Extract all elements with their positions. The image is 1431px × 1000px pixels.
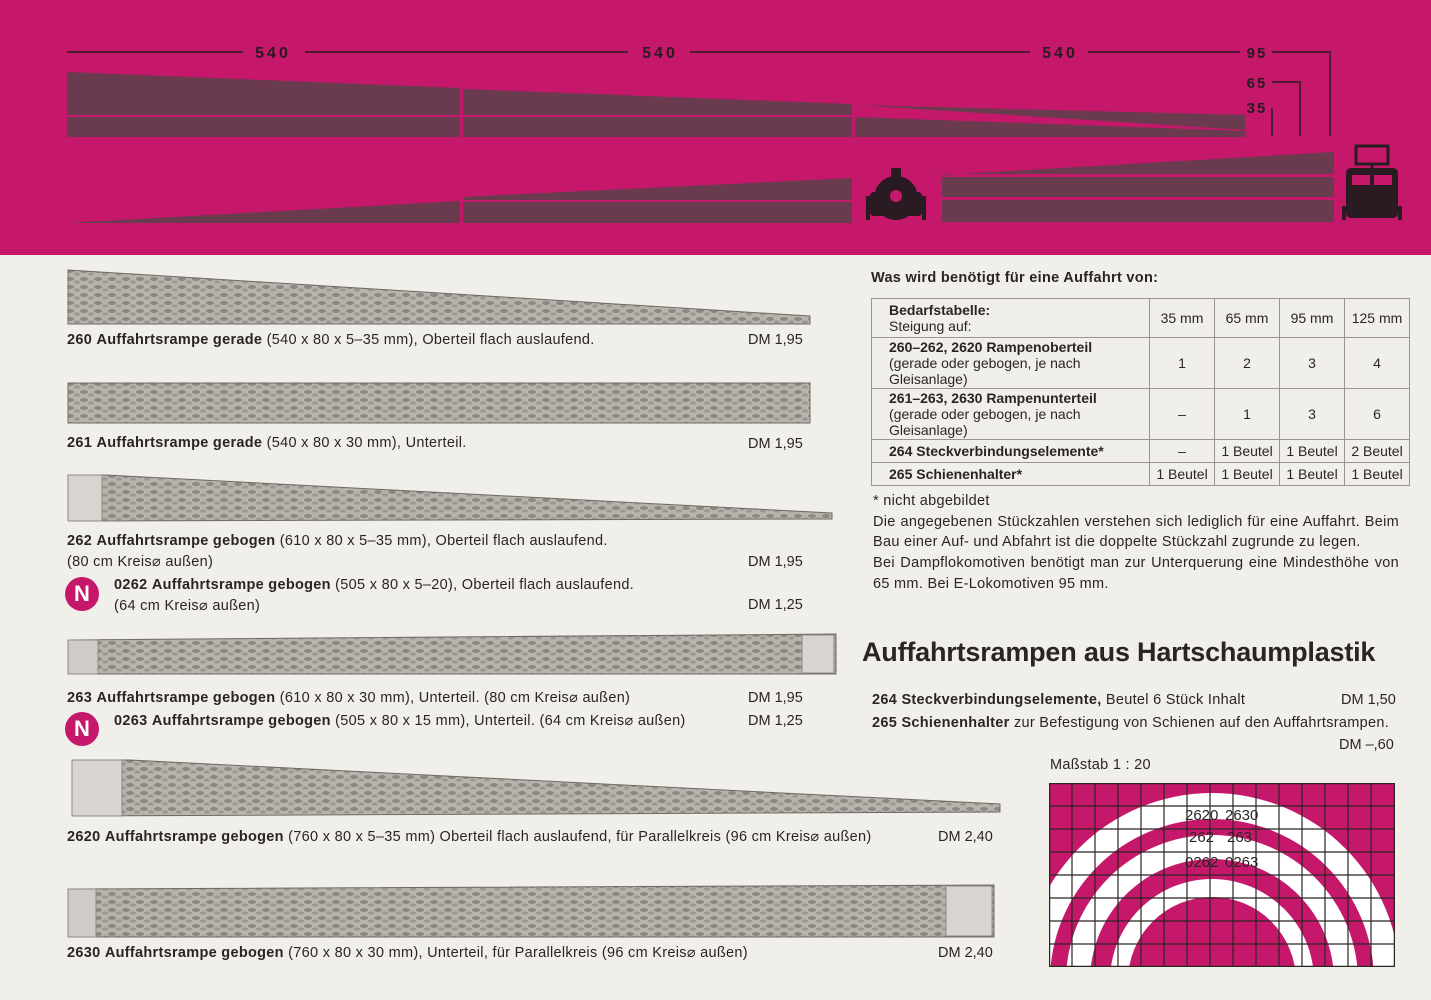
table-cell: 2 Beutel — [1345, 440, 1410, 463]
accessory-264 — [872, 690, 1245, 711]
product-261-caption — [67, 433, 467, 454]
section-heading: Auffahrtsrampen aus Hartschaumplastik — [862, 637, 1376, 667]
scale-diagram — [1049, 783, 1395, 967]
table-header-row — [872, 299, 1410, 338]
table-cell: – — [1150, 440, 1215, 463]
ring-label: 263 — [1227, 829, 1253, 846]
row-label — [872, 440, 1150, 463]
height-label: 35 — [1246, 100, 1268, 117]
height-label: 95 — [1246, 45, 1268, 62]
row-label — [872, 389, 1150, 440]
product-name: Auffahrtsrampe gebogen — [104, 945, 284, 961]
table-cell: 1 Beutel — [1280, 440, 1345, 463]
table-cell: 3 — [1280, 389, 1345, 440]
product-2620-price: DM 2,40 — [938, 829, 993, 845]
footnote: * nicht abgebildet — [873, 493, 990, 509]
product-diameter: (80 cm Kreis⌀ außen) — [67, 554, 214, 570]
row-title: 265 Schienenhalter* — [889, 466, 1023, 482]
product-0262-price: DM 1,25 — [748, 597, 803, 613]
product-260-caption — [67, 330, 595, 351]
table-cell: – — [1150, 389, 1215, 440]
dimension-label: 540 — [642, 45, 678, 62]
product-id: 2630 — [67, 945, 101, 961]
ring-label: 2620 — [1185, 807, 1219, 824]
product-detail: (610 x 80 x 5–35 mm), Oberteil flach auslaufend. — [279, 533, 608, 549]
column-header: 125 mm — [1345, 299, 1410, 338]
table-cell: 2 — [1215, 338, 1280, 389]
product-263-price: DM 1,95 — [748, 690, 803, 706]
product-263-caption — [67, 688, 630, 709]
product-id: 261 — [67, 435, 93, 451]
accessory-detail: zur Befestigung von Schienen auf den Auffahrtsrampen. — [1013, 715, 1390, 731]
ramp-2630-image — [66, 883, 996, 941]
requirements-table — [871, 298, 1410, 486]
table-row — [872, 463, 1410, 486]
upper-ramp-sections — [67, 72, 1245, 137]
ring-label: 0262 — [1185, 854, 1219, 871]
product-name: Auffahrtsrampe gebogen — [104, 829, 284, 845]
table-cell: 1 Beutel — [1215, 440, 1280, 463]
product-detail: (540 x 80 x 5–35 mm), Oberteil flach auslaufend. — [266, 332, 595, 348]
row-title: 264 Steckverbindungselemente* — [889, 443, 1104, 459]
accessory-264-price: DM 1,50 — [1341, 692, 1396, 708]
table-row — [872, 440, 1410, 463]
electric-locomotive-icon — [1342, 146, 1402, 220]
table-cell: 1 — [1215, 389, 1280, 440]
ramp-263-image — [66, 632, 838, 678]
ring-label: 2630 — [1225, 807, 1259, 824]
product-260-price: DM 1,95 — [748, 332, 803, 348]
product-detail: (540 x 80 x 30 mm), Unterteil. — [266, 435, 467, 451]
product-0263-price: DM 1,25 — [748, 713, 803, 729]
new-n-badge: N — [65, 712, 99, 746]
product-2630-price: DM 2,40 — [938, 945, 993, 961]
product-name: Auffahrtsrampe gerade — [96, 332, 263, 348]
table-row — [872, 389, 1410, 440]
row-title: 261–263, 2630 Rampenunterteil — [889, 390, 1097, 406]
product-name: Auffahrtsrampe gebogen — [151, 577, 331, 593]
column-header: 95 mm — [1280, 299, 1345, 338]
product-detail: (760 x 80 x 5–35 mm) Oberteil flach auslaufend, für Parallelkreis (96 cm Kreis⌀ außen) — [288, 829, 872, 845]
table-header-label — [872, 299, 1150, 338]
product-0262-caption — [114, 575, 634, 617]
table-cell: 6 — [1345, 389, 1410, 440]
table-cell: 1 Beutel — [1280, 463, 1345, 486]
scale-label: Maßstab 1 : 20 — [1050, 757, 1151, 773]
table-cell: 1 Beutel — [1345, 463, 1410, 486]
steam-locomotive-icon — [866, 168, 926, 220]
ramp-2620-image — [70, 758, 1002, 820]
ramp-262-image — [66, 473, 834, 525]
table-header-subtitle: Steigung auf: — [889, 318, 972, 334]
ramp-diagram-banner — [0, 0, 1431, 255]
product-261-price: DM 1,95 — [748, 436, 803, 452]
product-2620-caption — [67, 827, 872, 848]
product-id: 262 — [67, 533, 93, 549]
table-header-title: Bedarfstabelle: — [889, 302, 991, 318]
notes-block — [873, 491, 1399, 595]
product-262-price: DM 1,95 — [748, 554, 803, 570]
accessory-265 — [872, 713, 1398, 734]
accessory-id: 265 — [872, 715, 898, 731]
product-id: 0262 — [114, 577, 148, 593]
ramp-261-image — [66, 381, 812, 425]
table-cell: 1 — [1150, 338, 1215, 389]
product-name: Auffahrtsrampe gerade — [96, 435, 263, 451]
product-name: Auffahrtsrampe gebogen — [96, 690, 276, 706]
product-0263-caption — [114, 711, 686, 732]
product-262-caption — [67, 531, 608, 573]
row-label — [872, 463, 1150, 486]
product-id: 263 — [67, 690, 93, 706]
product-name: Auffahrtsrampe gebogen — [96, 533, 276, 549]
requirements-question: Was wird benötigt für eine Auffahrt von: — [871, 270, 1159, 286]
accessory-detail: Beutel 6 Stück Inhalt — [1105, 692, 1246, 708]
accessory-name: Schienenhalter — [901, 715, 1010, 731]
lower-ramp-sections — [67, 152, 1334, 223]
product-diameter: (64 cm Kreis⌀ außen) — [114, 598, 261, 614]
product-detail: (610 x 80 x 30 mm), Unterteil. (80 cm Kreis⌀ außen) — [279, 690, 631, 706]
row-subtitle: (gerade oder gebogen, je nach Gleisanlage) — [889, 355, 1081, 387]
ramp-diagram — [0, 0, 1431, 255]
note-paragraph: Die angegebenen Stückzahlen verstehen sich lediglich für eine Auffahrt. Beim Bau einer Auf- und Abfahrt ist die doppelte Stückzahl zugrunde zu legen. — [873, 513, 1399, 551]
column-header: 35 mm — [1150, 299, 1215, 338]
product-detail: (505 x 80 x 15 mm), Unterteil. (64 cm Kreis⌀ außen) — [335, 713, 686, 729]
table-cell: 3 — [1280, 338, 1345, 389]
table-cell: 1 Beutel — [1150, 463, 1215, 486]
table-row — [872, 338, 1410, 389]
product-id: 2620 — [67, 829, 101, 845]
accessory-name: Steckverbindungselemente, — [901, 692, 1102, 708]
dimension-label: 540 — [255, 45, 291, 62]
new-n-badge: N — [65, 577, 99, 611]
note-paragraph: Bei Dampflokomotiven benötigt man zur Unterquerung eine Mindesthöhe von 65 mm. Bei E-Lokomotiven 95 mm. — [873, 555, 1399, 592]
table-cell: 4 — [1345, 338, 1410, 389]
product-detail: (505 x 80 x 5–20), Oberteil flach auslaufend. — [335, 577, 635, 593]
product-id: 0263 — [114, 713, 148, 729]
height-label: 65 — [1246, 75, 1268, 92]
dimension-label: 540 — [1042, 45, 1078, 62]
ring-label: 0263 — [1225, 854, 1259, 871]
row-label — [872, 338, 1150, 389]
ramp-260-image — [66, 268, 812, 328]
accessory-265-price: DM –,60 — [1339, 737, 1394, 753]
accessory-id: 264 — [872, 692, 898, 708]
column-header: 65 mm — [1215, 299, 1280, 338]
product-name: Auffahrtsrampe gebogen — [151, 713, 331, 729]
product-2630-caption — [67, 943, 748, 964]
product-id: 260 — [67, 332, 93, 348]
row-subtitle: (gerade oder gebogen, je nach Gleisanlage) — [889, 406, 1081, 438]
ring-label: 262 — [1189, 829, 1215, 846]
table-cell: 1 Beutel — [1215, 463, 1280, 486]
product-detail: (760 x 80 x 30 mm), Unterteil, für Parallelkreis (96 cm Kreis⌀ außen) — [288, 945, 748, 961]
row-title: 260–262, 2620 Rampenoberteil — [889, 339, 1093, 355]
